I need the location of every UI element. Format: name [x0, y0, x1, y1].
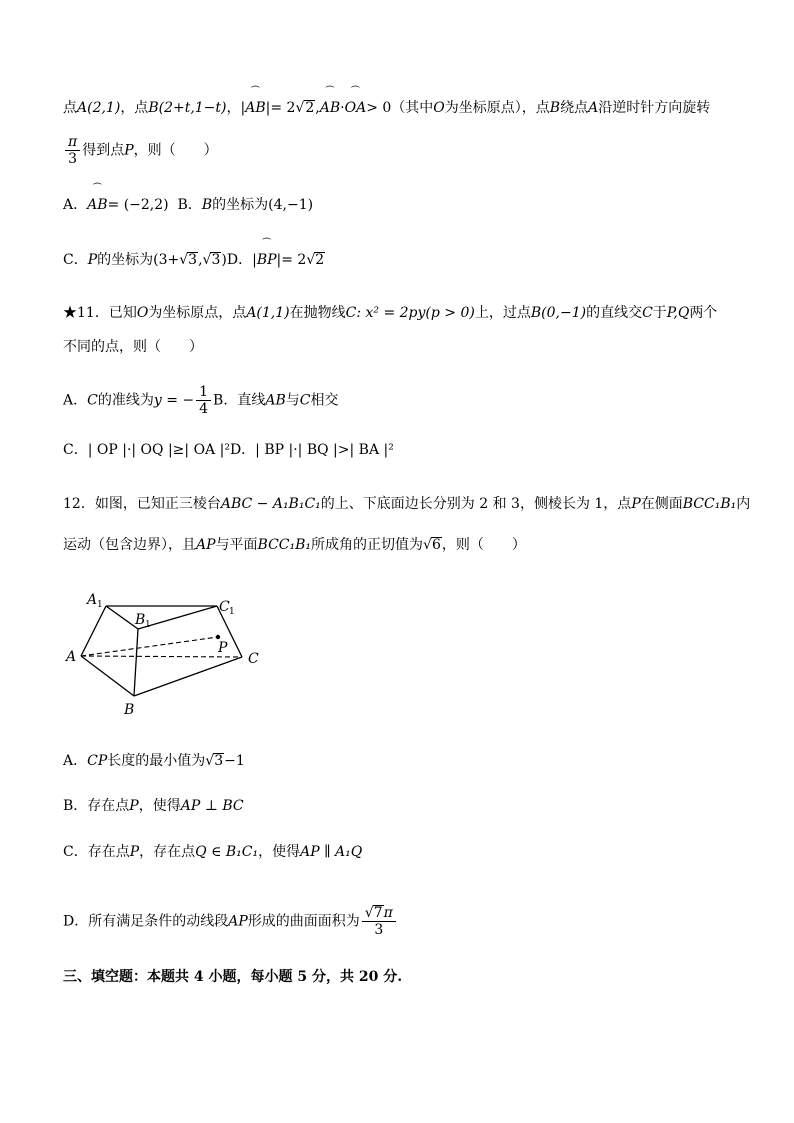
question-number: ★11．已知 — [63, 305, 137, 321]
math: C — [299, 392, 311, 409]
sqrt: 2 — [305, 100, 315, 116]
text: ，则（ ） — [441, 537, 526, 553]
text: |= 2 — [265, 100, 296, 116]
vector-ab: ⏜ AB — [87, 195, 107, 215]
math: (4,−1) — [268, 197, 314, 213]
edge-ac-hidden — [81, 656, 242, 657]
math: C — [642, 305, 653, 321]
math: Q ∈ B₁C₁ — [195, 844, 259, 860]
q12-option-d — [63, 905, 398, 938]
text: 长度的最小值为 — [107, 753, 206, 769]
option-label: B．存在点 — [63, 798, 130, 814]
option-label: D．| — [226, 252, 257, 268]
q12-stem-line1 — [63, 494, 750, 514]
segment-ap — [81, 637, 218, 656]
text: 为坐标原点），点 — [444, 100, 550, 116]
text: 运动（包含边界），且 — [63, 537, 196, 553]
section-heading: 三、填空题：本题共 4 小题，每小题 5 分，共 20 分. — [63, 969, 403, 985]
text: ，使得 — [258, 844, 301, 860]
q12-option-a: A．CP长度的最小值为√3−1 — [63, 753, 245, 769]
text: 于 — [652, 305, 667, 321]
text: 与 — [285, 392, 300, 409]
vector-ab: ⏜ AB — [245, 98, 265, 118]
label-sub: 1 — [229, 607, 235, 617]
math: A(1,1) — [246, 305, 290, 321]
denominator: 3 — [374, 922, 384, 938]
option-label: A． — [63, 197, 88, 213]
fraction-1-4 — [196, 384, 211, 417]
q12-option-b — [63, 796, 244, 816]
q12-option-c — [63, 842, 362, 862]
option-label: C． — [63, 252, 88, 268]
q10-stem-line1: 点A(2,1)，点B(2+t,1−t)，|⏜ AB|= 2√2,⏜ AB·⏜ OA> 0（其中O为坐标原点），点B绕点A沿逆时针方向旋转 — [63, 98, 710, 118]
frustum-figure — [60, 585, 270, 720]
text: ，| — [226, 100, 246, 116]
text: · — [340, 100, 345, 116]
option-d: D．| BP |·| BQ |>| BA |² — [229, 442, 394, 458]
text: 沿逆时针方向旋转 — [598, 100, 711, 116]
point-p — [216, 635, 220, 639]
text: 形成的曲面面积为 — [247, 913, 360, 930]
text: > 0 — [366, 100, 392, 116]
math: B(0,−1) — [530, 305, 587, 321]
question-number: 12．如图，已知正三棱台 — [63, 496, 221, 512]
numerator: 1 — [196, 384, 211, 401]
vector-bp: ⏜ BP — [257, 250, 277, 270]
denominator: 4 — [199, 401, 209, 417]
edge-bc — [134, 657, 242, 696]
math: A — [588, 100, 599, 116]
q11-stem-line2: 不同的点，则（ ） — [63, 339, 203, 355]
math: C — [87, 392, 98, 409]
math: P — [87, 252, 98, 268]
math: AB — [265, 392, 286, 409]
math: AP — [196, 537, 216, 553]
option-c: C．| OP |·| OQ |≥| OA |² — [63, 442, 230, 458]
label-b1: B — [135, 612, 146, 628]
math: O — [433, 100, 445, 116]
label-c: C — [248, 651, 259, 667]
vector-ab: ⏜ AB — [320, 98, 340, 118]
label-p: P — [218, 640, 228, 656]
text: 绕点 — [560, 100, 589, 116]
math: O — [136, 305, 149, 321]
math: B(2+t,1−t) — [148, 100, 227, 116]
math: P — [631, 496, 641, 512]
math: CP — [87, 753, 108, 769]
vector-oa: ⏜ OA — [345, 98, 367, 118]
math: AP — [228, 913, 248, 930]
text: 与平面 — [215, 537, 258, 553]
option-label: A． — [63, 753, 88, 769]
text: 在侧面 — [640, 496, 683, 512]
q11-stem-line1 — [63, 303, 717, 323]
denominator: 3 — [68, 151, 78, 167]
math: : x² = 2py(p > 0) — [356, 305, 475, 321]
numerator: π — [65, 134, 80, 151]
option-label: D．所有满足条件的动线段 — [63, 913, 229, 930]
math: B — [201, 197, 213, 213]
fraction-pi-3 — [65, 134, 80, 167]
math: |= 2 — [276, 252, 307, 268]
text: ，则（ ） — [133, 142, 218, 159]
math: P — [129, 844, 140, 860]
math: C — [345, 305, 357, 321]
q10-stem-line2 — [63, 134, 218, 167]
text: 的坐标为 — [97, 252, 154, 268]
math: , — [198, 252, 203, 268]
edge-bb1 — [134, 629, 138, 696]
math: BCC₁B₁ — [257, 537, 312, 553]
text: ，点 — [120, 100, 149, 116]
text: ，使得 — [138, 798, 181, 814]
math: A(2,1) — [77, 100, 121, 116]
sqrt: 2 — [315, 252, 325, 268]
edge-aa1 — [81, 606, 106, 656]
math: AP ⊥ BC — [180, 798, 244, 814]
text: , — [315, 100, 320, 116]
label-sub: 1 — [145, 620, 151, 630]
text: 内 — [736, 496, 751, 512]
q11-options-ab — [63, 384, 338, 417]
text: 上，过点 — [474, 305, 531, 321]
q11-options-cd — [63, 440, 394, 460]
math: P — [129, 798, 139, 814]
math: ABC − A₁B₁C₁ — [220, 496, 321, 512]
math: y = − — [153, 392, 195, 409]
math: (3+ — [153, 252, 180, 268]
label-sub: 1 — [97, 600, 103, 610]
sqrt: 7 — [373, 905, 383, 921]
math: BCC₁B₁ — [682, 496, 737, 512]
math: P,Q — [666, 305, 690, 321]
numerator: √7π — [362, 905, 396, 922]
label-c1: C — [219, 599, 230, 615]
text: 的上、下底面边长分别为 2 和 3，侧棱长为 1，点 — [320, 496, 632, 512]
math: ) — [221, 252, 227, 268]
option-label: B． — [177, 197, 202, 213]
text: 得到点 — [82, 142, 125, 159]
edge-ab — [81, 656, 134, 696]
text: ，存在点 — [139, 844, 196, 860]
sqrt: 3 — [214, 753, 224, 769]
text: （其中 — [391, 100, 434, 116]
option-label: C．存在点 — [63, 844, 130, 860]
fraction-sqrt7pi-3 — [362, 905, 396, 938]
q10-options-cd: C．P的坐标为(3+√3,√3)D．|⏜ BP|= 2√2 — [63, 250, 325, 270]
label-a1: A — [87, 592, 98, 608]
option-label: B．直线 — [213, 392, 266, 409]
sqrt: 3 — [188, 252, 198, 268]
label-a: A — [66, 649, 77, 665]
math: AP ∥ A₁Q — [300, 844, 363, 860]
text: 点 — [63, 100, 77, 116]
text: 相交 — [310, 392, 339, 409]
math: = (−2,2) — [107, 197, 169, 213]
text: 在抛物线 — [289, 305, 346, 321]
text: 为坐标原点，点 — [148, 305, 247, 321]
text: 所成角的正切值为 — [311, 537, 424, 553]
edge-a1b1 — [106, 606, 138, 629]
sqrt: 3 — [211, 252, 221, 268]
math: P — [124, 142, 134, 159]
text: 的直线交 — [586, 305, 643, 321]
math: B — [549, 100, 561, 116]
math: π — [383, 905, 393, 921]
sqrt: 6 — [431, 537, 441, 553]
q12-stem-line2: 运动（包含边界），且AP与平面BCC₁B₁所成角的正切值为√6，则（ ） — [63, 537, 526, 553]
q10-options-ab — [63, 195, 313, 215]
text: 的准线为 — [97, 392, 154, 409]
option-label: A． — [63, 392, 88, 409]
text: 两个 — [689, 305, 718, 321]
label-b: B — [124, 702, 135, 718]
text: 的坐标为 — [212, 197, 269, 213]
math: −1 — [224, 753, 245, 769]
